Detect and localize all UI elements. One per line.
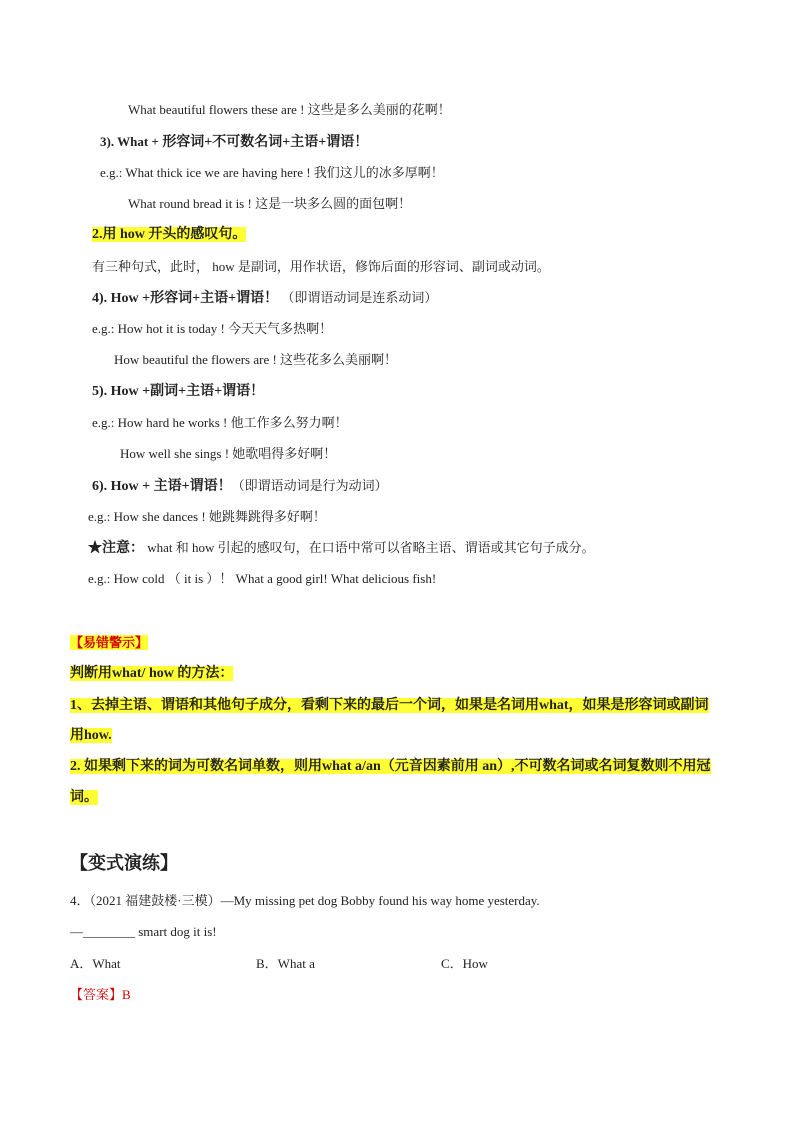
rule-formula: 6). How + 主语+谓语！ [92, 479, 232, 494]
example-line: e.g.: How she dances ! 她跳舞跳得多好啊！ [88, 509, 326, 524]
note-line [88, 539, 595, 558]
option-c: C．How [441, 956, 488, 971]
rule-formula: 4). How +形容词+主语+谓语！ [92, 291, 279, 306]
option-a: A．What [70, 956, 121, 971]
rule-line-6 [92, 477, 388, 496]
practice-title: 【变式演练】 [70, 853, 178, 874]
warning-title [70, 665, 233, 683]
question-line [70, 892, 540, 910]
question-blank-line: —________ smart dog it is! [70, 924, 217, 939]
example-line: e.g.: How hot it is today ! 今天天气多热啊！ [92, 321, 333, 336]
example-line: How well she sings ! 她歌唱得多好啊！ [120, 446, 337, 461]
warning-point-2-cont-text: 词。 [70, 790, 98, 805]
section-heading-text: 2.用 how 开头的感叹句。 [92, 227, 247, 242]
rule-line-3 [100, 133, 368, 152]
warning-point-1-cont [70, 726, 112, 746]
example-line: e.g.: How hard he works ! 他工作多么努力啊！ [92, 415, 348, 430]
warning-point-1-cont-text: 用how. [70, 728, 112, 743]
example-line: How beautiful the flowers are ! 这些花多么美丽啊！ [114, 352, 398, 367]
warning-point-2-cont [70, 788, 98, 808]
note-label: ★注意： [88, 541, 144, 556]
warning-point-2 [70, 757, 711, 777]
warning-point-1-text: 1、去掉主语、谓语和其他句子成分，看剩下来的最后一个词，如果是名词用what，如果是形容词或副词 [70, 698, 709, 713]
rule-formula: 形容词+不可数名词+主语+谓语！ [158, 135, 369, 150]
question-number: 4． [70, 893, 90, 908]
example-line: e.g.: How cold （ it is ）！ What a good girl! What delicious fish! [88, 571, 437, 586]
note-text: what 和 how 引起的感叹句，在口语中常可以省略主语、谓语或其它句子成分。 [144, 540, 595, 555]
rule-number: 3). What + [100, 134, 159, 149]
option-b: B．What a [256, 956, 315, 971]
warning-point-1 [70, 696, 709, 716]
question-source: （2021 福建鼓楼·三模） [89, 893, 221, 908]
answer-line [70, 986, 131, 1004]
rule-note: （即谓语动词是连系动词） [278, 290, 438, 305]
example-line: What beautiful flowers these are ! 这些是多么美丽的花啊！ [128, 102, 451, 117]
question-text: —My missing pet dog Bobby found his way home yesterday. [220, 893, 540, 908]
rule-line-5: 5). How +副词+主语+谓语！ [92, 384, 265, 399]
warning-tag [70, 634, 148, 652]
answer-value: B [122, 987, 131, 1002]
explanation-line: 有三种句式，此时， how 是副词，用作状语，修饰后面的形容词、副词或动词。 [92, 259, 550, 274]
example-line: What round bread it is ! 这是一块多么圆的面包啊！ [128, 196, 412, 211]
warning-tag-text: 【易错警示】 [70, 635, 149, 650]
warning-point-2-text: 2. 如果剩下来的词为可数名词单数，则用what a/an（元音因素前用 an）,不可数名词或名词复数则不用冠 [70, 759, 711, 774]
rule-note: （即谓语动词是行为动词） [231, 478, 388, 493]
answer-tag: 【答案】 [70, 987, 123, 1002]
rule-line-4 [92, 289, 437, 308]
warning-title-text: 判断用what/ how 的方法： [70, 666, 234, 681]
section-heading [92, 226, 246, 244]
example-line: e.g.: What thick ice we are having here ! 我们这儿的冰多厚啊！ [100, 165, 444, 180]
